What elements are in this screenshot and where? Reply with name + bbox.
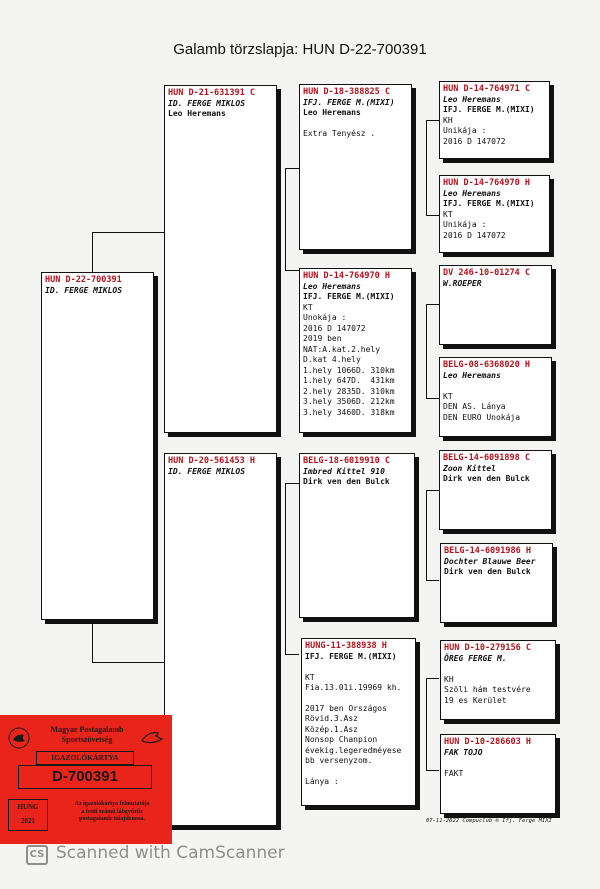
pigeon-info: KT DEN AS. Lánya DEN EURO Unokája — [443, 391, 521, 422]
owner-name: Leo Heremans — [303, 281, 361, 291]
ring-number: HUN D-14-764970 H — [443, 178, 530, 188]
sire-sire-dam-box — [439, 175, 550, 253]
connector-line — [426, 490, 439, 491]
connector-line — [92, 232, 165, 233]
ring-number: HUN D-14-764971 C — [443, 84, 530, 94]
breeder-name: Dirk ven den Bulck — [303, 477, 390, 486]
owner-name: ÖREG FERGE M. — [444, 653, 507, 663]
connector-line — [92, 232, 93, 276]
connector-line — [426, 490, 427, 580]
ring-number: HUNG-11-388938 H — [305, 641, 387, 651]
pigeon-info: KH Szöli hám testvére 19 es Kerület — [444, 674, 531, 705]
owner-name: Leo Heremans — [443, 188, 501, 198]
connector-line — [426, 304, 427, 398]
sire-dam-dam-box — [439, 357, 552, 437]
breeder-name: Dirk ven den Bulck — [444, 567, 531, 576]
ring-number: BELG-08-6368020 H — [443, 360, 530, 370]
dam-sire-sire-box — [439, 450, 552, 530]
pigeon-logo-icon — [140, 727, 162, 749]
ring-number: DV 246-10-01274 C — [443, 268, 530, 278]
connector-line — [285, 654, 299, 655]
breeder-name: IFJ. FERGE M.(MIXI) — [303, 292, 395, 301]
connector-line — [285, 483, 286, 654]
ring-number: HUN D-21-631391 C — [168, 88, 255, 98]
pigeon-info: KH Unikája : 2016 D 147072 — [443, 115, 506, 146]
card-country: HUNG — [17, 803, 39, 811]
breeder-name: IFJ. FERGE M.(MIXI) — [443, 199, 535, 208]
connector-line — [285, 168, 299, 169]
pigeon-info: FAKT — [444, 768, 464, 778]
footer-credit: 07-11-2022 Compuclub ® Ifj. Ferge MIXI — [426, 818, 552, 824]
page-title: Galamb törzslapja: HUN D-22-700391 — [173, 41, 427, 58]
connector-line — [285, 270, 299, 271]
connector-line — [92, 621, 93, 663]
connector-line — [426, 678, 439, 679]
owner-name: Leo Heremans — [443, 94, 501, 104]
pigeon-results: 2017 ben Országos Rövid.3.Asz Közép.1.Asz Nonsop Chanpion évekig.legeredméyese bb versenyzom. Lánya : — [305, 703, 402, 786]
owner-name: Zoon Kittel — [443, 463, 496, 473]
connector-line — [285, 168, 286, 270]
breeder-name: Dirk ven den Bulck — [443, 474, 530, 483]
card-ring-number: D-700391 — [18, 765, 152, 789]
card-note: Az igazolókártya felmutatója a fenti számú lábgyűrűs postagalamb tulajdonosa. — [74, 801, 150, 822]
pigeon-info: KT Unokája : 2016 D 147072 2019 ben NAT:A.kat.2.hely D.kat 4.hely 1.hely 1066D. 310km 1.hely 647D. 431km 2.hely 2835D. 310km 3.hely 3506D. 212km 3.hely 3460D. 318km — [303, 302, 395, 417]
camscanner-logo-icon: CS — [26, 845, 48, 865]
owner-name: ID. FERGE MIKLOS — [168, 98, 246, 108]
sire-dam-box — [299, 268, 412, 433]
ring-number: BELG-18-6019910 C — [303, 456, 390, 466]
owner-name: W.ROEPER — [443, 278, 482, 288]
ring-number: HUN D-22-700391 — [45, 275, 122, 285]
card-type: IGAZOLÓKÁRTYA — [36, 751, 134, 765]
connector-line — [285, 483, 299, 484]
dam-sire-dam-box — [440, 543, 553, 623]
card-organization: Magyar Postagalamb Sportszövetség — [50, 725, 124, 744]
breeder-name: Leo Heremans — [303, 108, 361, 117]
sire-sire-sire-box — [439, 81, 550, 159]
connector-line — [426, 120, 439, 121]
ring-number: HUN D-10-279156 C — [444, 643, 531, 653]
ring-number: BELG-14-6091986 H — [444, 546, 531, 556]
card-year-box — [8, 799, 48, 831]
owner-name: IFJ. FERGE M.(MIXI) — [303, 97, 395, 107]
owner-name: ID. FERGE MIKLOS — [168, 466, 246, 476]
ring-number: HUN D-18-388825 C — [303, 87, 390, 97]
watermark-text: Scanned with CamScanner — [56, 843, 285, 863]
owner-name: Dochter Blauwe Beer — [444, 556, 536, 566]
ring-number: HUN D-10-286603 H — [444, 737, 531, 747]
connector-line — [426, 215, 439, 216]
dam-box — [164, 453, 277, 826]
connector-line — [426, 580, 439, 581]
connector-line — [426, 770, 439, 771]
identification-card — [0, 715, 172, 844]
ring-number: HUN D-20-561453 H — [168, 456, 255, 466]
connector-line — [92, 662, 165, 663]
owner-name: Leo Heremans — [443, 370, 501, 380]
pigeon-info: KT Unikája : 2016 D 147072 — [443, 209, 506, 240]
connector-line — [426, 678, 427, 770]
pigeon-seal-icon — [8, 727, 30, 749]
breeder-name: IFJ. FERGE M.(MIXI) — [443, 105, 535, 114]
scanner-watermark — [26, 843, 285, 863]
connector-line — [426, 304, 439, 305]
pigeon-info: KT Fia.13.01i.19969 kh. — [305, 672, 402, 692]
dam-dam-dam-box — [440, 734, 556, 814]
dam-dam-sire-box — [440, 640, 556, 720]
sire-sire-box — [299, 84, 412, 250]
subject-pigeon-box — [41, 272, 154, 620]
breeder-name: Leo Heremans — [168, 109, 226, 118]
breeder-name: IFJ. FERGE M.(MIXI) — [305, 651, 397, 661]
dam-sire-box — [299, 453, 415, 618]
connector-line — [426, 120, 427, 215]
connector-line — [426, 398, 439, 399]
pigeon-info: Extra Tenyész . — [303, 129, 376, 138]
ring-number: BELG-14-6091898 C — [443, 453, 530, 463]
dam-dam-box — [301, 638, 416, 806]
owner-name: ID. FERGE MIKLOS — [45, 285, 123, 295]
sire-dam-sire-box — [439, 265, 552, 345]
owner-name: Imbred Kittel 910 — [303, 466, 385, 476]
owner-name: FAK TOJO — [444, 747, 483, 757]
card-year: 2021 — [21, 817, 35, 825]
ring-number: HUN D-14-764970 H — [303, 271, 390, 281]
sire-box — [164, 85, 277, 433]
